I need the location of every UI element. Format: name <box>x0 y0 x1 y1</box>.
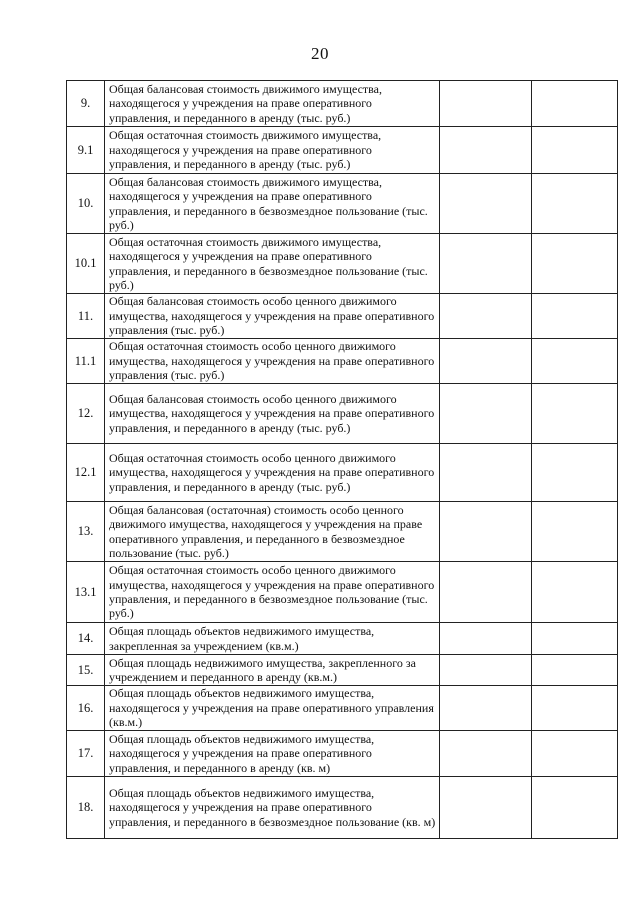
row-description: Общая балансовая (остаточная) стоимость особо ценного движимого имущества, находящегося у учреждения на праве оперативного управления, и переданного в безвозмездное пользование (тыс. руб.) <box>105 502 440 562</box>
table-row <box>67 444 618 502</box>
value-cell-2 <box>532 81 618 127</box>
table-row <box>67 562 618 623</box>
row-description: Общая площадь недвижимого имущества, закрепленного за учреждением и переданного в аренду (кв.м.) <box>105 655 440 686</box>
table-row <box>67 127 618 174</box>
row-description: Общая площадь объектов недвижимого имущества, находящегося у учреждения на праве оперативного управления, и переданного в аренду (кв. м) <box>105 731 440 777</box>
row-description: Общая остаточная стоимость особо ценного движимого имущества, находящегося у учреждения на праве оперативного управления (тыс. руб.) <box>105 339 440 384</box>
row-description: Общая балансовая стоимость движимого имущества, находящегося у учреждения на праве оперативного управления, и переданного в аренду (тыс. руб.) <box>105 81 440 127</box>
table-row <box>67 234 618 294</box>
row-number: 9.1 <box>67 127 105 174</box>
row-description: Общая балансовая стоимость особо ценного движимого имущества, находящегося у учреждения на праве оперативного управления, и переданного в аренду (тыс. руб.) <box>105 384 440 444</box>
property-report-table <box>66 80 618 839</box>
page-number: 20 <box>311 44 329 63</box>
table-row <box>67 384 618 444</box>
value-cell-2 <box>532 623 618 655</box>
table-row <box>67 686 618 731</box>
value-cell-1 <box>440 294 532 339</box>
value-cell-2 <box>532 234 618 294</box>
row-number: 16. <box>67 686 105 731</box>
row-description: Общая площадь объектов недвижимого имущества, находящегося у учреждения на праве оперативного управления, и переданного в безвозмездное пользование (кв. м) <box>105 777 440 839</box>
table-row <box>67 81 618 127</box>
value-cell-2 <box>532 502 618 562</box>
row-number: 13. <box>67 502 105 562</box>
row-number: 10.1 <box>67 234 105 294</box>
row-description: Общая остаточная стоимость особо ценного движимого имущества, находящегося у учреждения на праве оперативного управления, и переданного в аренду (тыс. руб.) <box>105 444 440 502</box>
table-row <box>67 655 618 686</box>
row-number: 12.1 <box>67 444 105 502</box>
row-number: 18. <box>67 777 105 839</box>
value-cell-1 <box>440 234 532 294</box>
row-description: Общая площадь объектов недвижимого имущества, закрепленная за учреждением (кв.м.) <box>105 623 440 655</box>
value-cell-1 <box>440 731 532 777</box>
value-cell-2 <box>532 174 618 234</box>
table-row <box>67 339 618 384</box>
value-cell-2 <box>532 777 618 839</box>
table-row <box>67 294 618 339</box>
row-number: 10. <box>67 174 105 234</box>
table-row <box>67 623 618 655</box>
row-description: Общая остаточная стоимость движимого имущества, находящегося у учреждения на праве оперативного управления, и переданного в безвозмездное пользование (тыс. руб.) <box>105 234 440 294</box>
table-row <box>67 174 618 234</box>
value-cell-2 <box>532 655 618 686</box>
value-cell-1 <box>440 384 532 444</box>
value-cell-1 <box>440 623 532 655</box>
row-number: 11.1 <box>67 339 105 384</box>
value-cell-1 <box>440 444 532 502</box>
value-cell-2 <box>532 127 618 174</box>
value-cell-1 <box>440 81 532 127</box>
row-number: 14. <box>67 623 105 655</box>
value-cell-1 <box>440 777 532 839</box>
row-number: 11. <box>67 294 105 339</box>
value-cell-1 <box>440 562 532 623</box>
row-number: 15. <box>67 655 105 686</box>
value-cell-1 <box>440 339 532 384</box>
row-description: Общая остаточная стоимость особо ценного движимого имущества, находящегося у учреждения на праве оперативного управления, и переданного в безвозмездное пользование (тыс. руб.) <box>105 562 440 623</box>
value-cell-1 <box>440 686 532 731</box>
value-cell-2 <box>532 384 618 444</box>
row-description: Общая балансовая стоимость движимого имущества, находящегося у учреждения на праве оперативного управления, и переданного в безвозмездное пользование (тыс. руб.) <box>105 174 440 234</box>
value-cell-1 <box>440 655 532 686</box>
value-cell-1 <box>440 127 532 174</box>
table-row <box>67 502 618 562</box>
row-number: 9. <box>67 81 105 127</box>
row-description: Общая остаточная стоимость движимого имущества, находящегося у учреждения на праве оперативного управления, и переданного в аренду (тыс. руб.) <box>105 127 440 174</box>
value-cell-1 <box>440 174 532 234</box>
row-number: 13.1 <box>67 562 105 623</box>
value-cell-2 <box>532 294 618 339</box>
value-cell-2 <box>532 339 618 384</box>
value-cell-2 <box>532 731 618 777</box>
value-cell-2 <box>532 686 618 731</box>
value-cell-2 <box>532 562 618 623</box>
value-cell-1 <box>440 502 532 562</box>
row-number: 12. <box>67 384 105 444</box>
row-description: Общая балансовая стоимость особо ценного движимого имущества, находящегося у учреждения на праве оперативного управления (тыс. руб.) <box>105 294 440 339</box>
row-description: Общая площадь объектов недвижимого имущества, находящегося у учреждения на праве оперативного управления (кв.м.) <box>105 686 440 731</box>
table-row <box>67 731 618 777</box>
row-number: 17. <box>67 731 105 777</box>
value-cell-2 <box>532 444 618 502</box>
table-row <box>67 777 618 839</box>
